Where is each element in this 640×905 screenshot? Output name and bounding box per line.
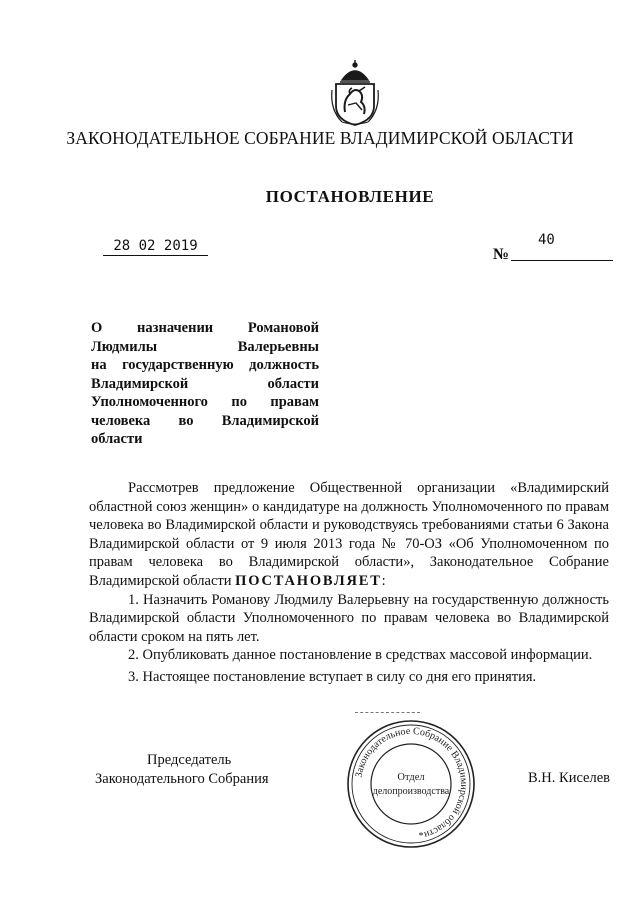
preamble-paragraph [89, 479, 609, 591]
document-type-heading: ПОСТАНОВЛЕНИЕ [265, 187, 435, 206]
decree-colon: : [381, 572, 386, 589]
resolution-item-2: 2. Опубликовать данное постановление в средствах массовой информации. [128, 647, 593, 664]
stamp-ring-text: Законодательное Собрание Владимирской области [353, 725, 470, 841]
subject-block [91, 319, 319, 449]
organization-title: ЗАКОНОДАТЕЛЬНОЕ СОБРАНИЕ ВЛАДИМИРСКОЙ ОБЛАСТИ [66, 128, 574, 148]
subject-line: Владимирской области [91, 375, 319, 392]
document-number: 40 [538, 232, 555, 248]
separator-line [355, 712, 420, 713]
signer-title [95, 751, 305, 789]
signer-title-line-1: Председатель [147, 752, 232, 768]
subject-line: Людмилы Валерьевны [91, 338, 319, 355]
subject-line: О назначении Романовой [91, 320, 319, 336]
document-date: 28 02 2019 [103, 238, 208, 256]
decree-word: ПОСТАНОВЛЯЕТ [235, 572, 382, 589]
subject-line: области [91, 431, 143, 447]
number-underline [511, 260, 613, 261]
document-body [89, 479, 609, 687]
subject-line: человека во Владимирской [91, 412, 319, 429]
stamp-star: * [418, 831, 424, 842]
stamp-center-line-2: делопроизводства [372, 786, 450, 797]
official-stamp [345, 718, 477, 850]
subject-line: Уполномоченного по правам [91, 394, 319, 410]
signer-name: В.Н. Киселев [528, 770, 611, 786]
resolution-item-3: 3. Настоящее постановление вступает в силу со дня его принятия. [128, 668, 537, 685]
stamp-center-line-1: Отдел [397, 772, 425, 783]
signer-title-line-2: Законодательного Собрания [95, 771, 269, 787]
coat-of-arms-icon [328, 60, 382, 126]
number-sign: № [493, 246, 510, 263]
subject-line: на государственную должность [91, 357, 319, 373]
resolution-item-1: 1. Назначить Романову Людмилу Валерьевну на государственную должность Владимирской области Уполномоченного по правам человека во Владимирской области сроком на пять лет. [89, 591, 609, 645]
preamble-text: Рассмотрев предложение Общественной организации «Владимирский областной союз женщин» о кандидатуре на должность Уполномоченного по правам человека во Владимирской области и руководствуясь требованиями статьи 6 Закона Владимирской области от 9 июля 2013 года № 70-ОЗ «Об Уполномоченном по правам человека во Владимирской области», Законодательное Собрание Владимирской области [89, 480, 609, 589]
